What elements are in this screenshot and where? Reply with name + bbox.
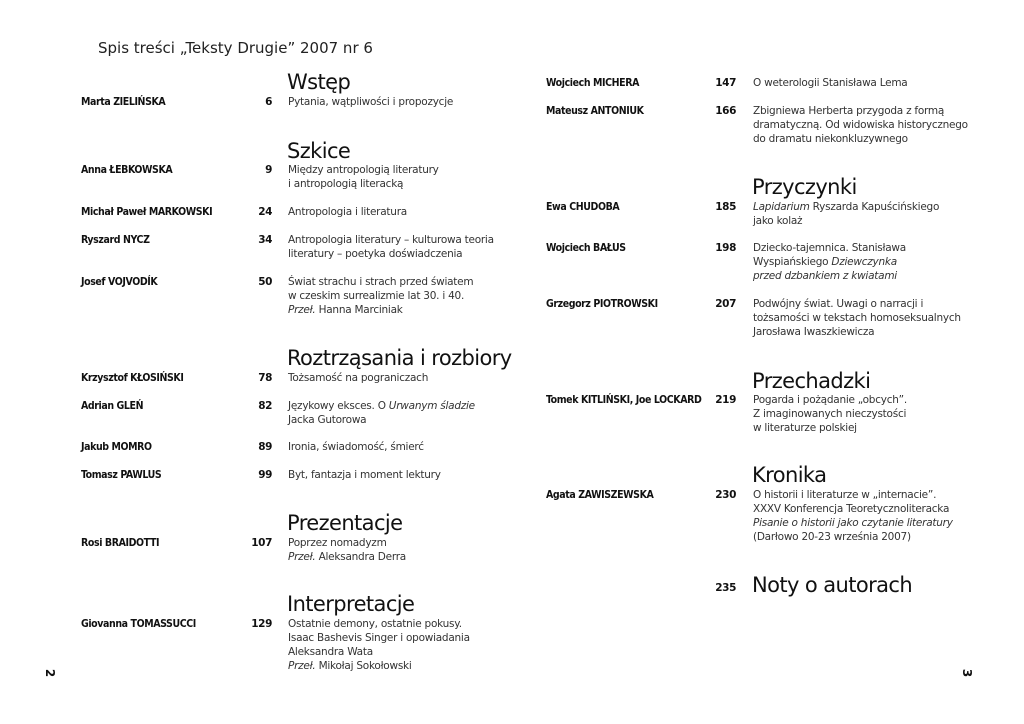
page-number: 129	[251, 618, 272, 630]
section-title-przyczynki: Przyczynki	[752, 175, 857, 199]
page-number: 107	[251, 537, 272, 549]
author-name: Marta ZIELIŃSKA	[81, 96, 166, 108]
article-title: Językowy eksces. O Urwanym śladzie Jacka Gutorowa	[288, 400, 475, 426]
author-name: Adrian GLEŃ	[81, 400, 144, 412]
author-name: Ewa CHUDOBA	[546, 201, 620, 213]
article-title: Pytania, wątpliwości i propozycje	[288, 96, 454, 108]
page-number: 198	[715, 242, 736, 254]
page-number: 230	[715, 489, 736, 501]
section-title-przechadzki: Przechadzki	[752, 369, 871, 393]
article-title: Dziecko-tajemnica. Stanisława Wyspiańskiego Dziewczynka przed dzbankiem z kwiatami	[753, 242, 906, 282]
author-name: Jakub MOMRO	[81, 441, 152, 453]
article-title: Poprzez nomadyzm Przeł. Aleksandra Derra	[288, 537, 406, 563]
author-name: Wojciech MICHERA	[546, 77, 640, 89]
article-title: Ironia, świadomość, śmierć	[288, 441, 424, 453]
author-name: Tomasz PAWLUS	[81, 469, 162, 481]
article-title: Antropologia literatury – kulturowa teoria literatury – poetyka doświadczenia	[288, 234, 494, 260]
article-title: Świat strachu i strach przed światem w czeskim surrealizmie lat 30. i 40. Przeł. Hanna Marciniak	[288, 276, 474, 316]
article-title: Między antropologią literatury i antropologią literacką	[288, 164, 439, 190]
translator-prefix: Przeł.	[288, 304, 316, 316]
article-title: O historii i literaturze w „internacie”. XXXV Konferencja Teoretycznoliteracka Pisanie o historii jako czytanie literatury (Darłowo 20-23 września 2007)	[753, 489, 953, 543]
author-name: Josef VOJVODÍK	[81, 276, 158, 288]
section-title-roztrzasania: Roztrząsania i rozbiory	[287, 346, 512, 370]
page-number: 82	[258, 400, 272, 412]
page-number: 24	[258, 206, 272, 218]
article-title: Lapidarium Ryszarda Kapuścińskiego jako kolaż	[753, 201, 940, 227]
article-title: Zbigniewa Herberta przygoda z formą dramatyczną. Od widowiska historycznego do dramatu niekonkluzywnego	[753, 105, 968, 145]
page-number: 99	[258, 469, 272, 481]
page-number: 34	[258, 234, 272, 246]
author-name: Grzegorz PIOTROWSKI	[546, 298, 658, 310]
translator-name: Hanna Marciniak	[318, 304, 403, 316]
article-title: Tożsamość na pograniczach	[288, 372, 429, 384]
author-name: Mateusz ANTONIUK	[546, 105, 644, 117]
page-number: 185	[715, 201, 736, 213]
article-title: Ostatnie demony, ostatnie pokusy. Isaac Bashevis Singer i opowiadania Aleksandra Wata Przeł. Mikołaj Sokołowski	[288, 618, 470, 672]
article-title: Podwójny świat. Uwagi o narracji i tożsamości w tekstach homoseksualnych Jarosława Iwaszkiewicza	[753, 298, 961, 338]
author-name: Rosi BRAIDOTTI	[81, 537, 160, 549]
page-number: 6	[265, 96, 272, 108]
page-folio-right: 3	[960, 668, 975, 678]
section-title-noty: Noty o autorach	[752, 573, 913, 597]
section-title-szkice: Szkice	[287, 139, 351, 163]
author-name: Giovanna TOMASSUCCI	[81, 618, 196, 630]
article-title: Pogarda i pożądanie „obcych”. Z imaginowanych nieczystości w literaturze polskiej	[753, 394, 907, 434]
author-name: Tomek KITLIŃSKI, Joe LOCKARD	[546, 394, 702, 406]
author-name: Michał Paweł MARKOWSKI	[81, 206, 213, 218]
section-title-prezentacje: Prezentacje	[287, 511, 403, 535]
author-name: Ryszard NYCZ	[81, 234, 150, 246]
author-name: Anna ŁEBKOWSKA	[81, 164, 173, 176]
page-number: 50	[258, 276, 272, 288]
author-name: Agata ZAWISZEWSKA	[546, 489, 654, 501]
page-number: 89	[258, 441, 272, 453]
article-title: Antropologia i literatura	[288, 206, 407, 218]
page-header: Spis treści „Teksty Drugie” 2007 nr 6	[98, 39, 373, 57]
page-number: 207	[715, 298, 736, 310]
page-number: 219	[715, 394, 736, 406]
page-number: 9	[265, 164, 272, 176]
section-title-kronika: Kronika	[752, 463, 827, 487]
page-number: 235	[715, 582, 736, 594]
page-number: 78	[258, 372, 272, 384]
section-title-wstep: Wstęp	[287, 70, 351, 94]
author-name: Krzysztof KŁOSIŃSKI	[81, 372, 184, 384]
page-number: 147	[715, 77, 736, 89]
page-folio-left: 2	[43, 668, 58, 678]
article-title: O weterologii Stanisława Lema	[753, 77, 908, 89]
author-name: Wojciech BAŁUS	[546, 242, 626, 254]
article-title: Byt, fantazja i moment lektury	[288, 469, 441, 481]
page-number: 166	[715, 105, 736, 117]
section-title-interpretacje: Interpretacje	[287, 592, 415, 616]
